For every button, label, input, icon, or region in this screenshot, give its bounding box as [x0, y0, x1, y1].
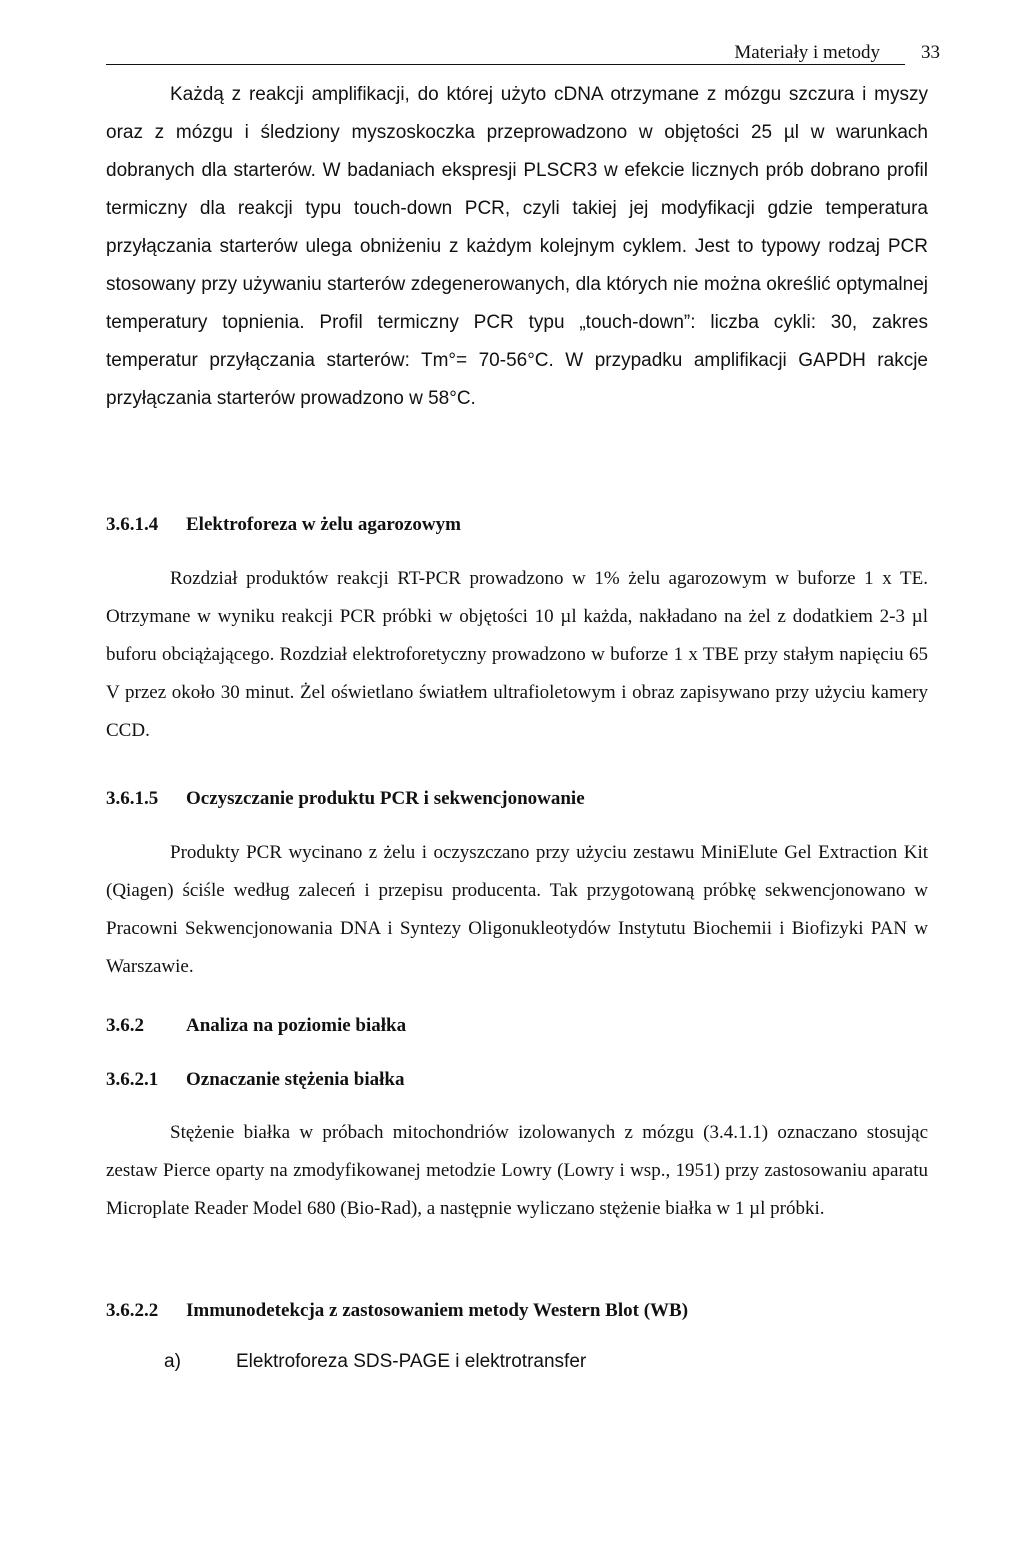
section-number: 3.6.2.1: [106, 1069, 159, 1090]
paragraph-protein-concentration: Stężenie białka w próbach mitochondriów izolowanych z mózgu (3.4.1.1) oznaczano stosując zestaw Pierce oparty na zmodyfikowanej metodzie Lowry (Lowry i wsp., 1951) przy zastosowaniu aparatu Microplate Reader Model 680 (Bio-Rad), a następnie wyliczano stężenie białka w 1 µl próbki.: [106, 1122, 928, 1219]
section-heading-3-6-2-1: [106, 1069, 404, 1091]
page-number: 33: [921, 42, 940, 63]
section-heading-3-6-2: [106, 1015, 406, 1037]
section-title: Elektroforeza w żelu agarozowym: [186, 514, 461, 535]
section-number: 3.6.1.5: [106, 788, 159, 809]
header-rule: [106, 64, 905, 65]
section-number: 3.6.2: [106, 1015, 144, 1036]
paragraph-pcr-conditions: Każdą z reakcji amplifikacji, do której użyto cDNA otrzymane z mózgu szczura i myszy oraz z mózgu i śledziony myszoskoczka przeprowadzono w objętości 25 µl w warunkach dobranych dla starterów. W badaniach ekspresji PLSCR3 w efekcie licznych prób dobrano profil termiczny dla reakcji typu touch-down PCR, czyli takiej jej modyfikacji gdzie temperatura przyłączania starterów ulega obniżeniu z każdym kolejnym cyklem. Jest to typowy rodzaj PCR stosowany przy używaniu starterów zdegenerowanych, dla których nie można określić optymalnej temperatury topnienia. Profil termiczny PCR typu „touch-down”: liczba cykli: 30, zakres temperatur przyłączania starterów: Tm°= 70-56°C. W przypadku amplifikacji GAPDH rakcje przyłączania starterów prowadzono w 58°C.: [106, 84, 928, 409]
section-number: 3.6.1.4: [106, 514, 159, 535]
list-item-a: [164, 1351, 586, 1373]
section-heading-3-6-1-5: [106, 788, 585, 810]
header-title: Materiały i metody: [734, 42, 880, 63]
page-header: [106, 42, 940, 68]
paragraph-electrophoresis: Rozdział produktów reakcji RT-PCR prowadzono w 1% żelu agarozowym w buforze 1 x TE. Otrzymane w wyniku reakcji PCR próbki w objętości 10 µl każda, nakładano na żel z dodatkiem 2-3 µl buforu obciążającego. Rozdział elektroforetyczny prowadzono w buforze 1 x TBE przy stałym napięciu 65 V przez około 30 minut. Żel oświetlano światłem ultrafioletowym i obraz zapisywano przy użyciu kamery CCD.: [106, 568, 928, 741]
section-title: Analiza na poziomie białka: [186, 1015, 407, 1036]
section-title: Oznaczanie stężenia białka: [186, 1069, 405, 1090]
section-heading-3-6-1-4: [106, 514, 461, 536]
list-marker: a): [164, 1351, 181, 1372]
section-title: Immunodetekcja z zastosowaniem metody Western Blot (WB): [186, 1300, 689, 1321]
section-title: Oczyszczanie produktu PCR i sekwencjonowanie: [186, 788, 585, 809]
section-heading-3-6-2-2: [106, 1300, 688, 1322]
section-number: 3.6.2.2: [106, 1300, 159, 1321]
paragraph-sequencing: Produkty PCR wycinano z żelu i oczyszczano przy użyciu zestawu MiniElute Gel Extraction Kit (Qiagen) ściśle według zaleceń i przepisu producenta. Tak przygotowaną próbkę sekwencjonowano w Pracowni Sekwencjonowania DNA i Syntezy Oligonukleotydów Instytutu Biochemii i Biofizyki PAN w Warszawie.: [106, 842, 928, 977]
list-item-text: Elektroforeza SDS-PAGE i elektrotransfer: [236, 1351, 587, 1372]
